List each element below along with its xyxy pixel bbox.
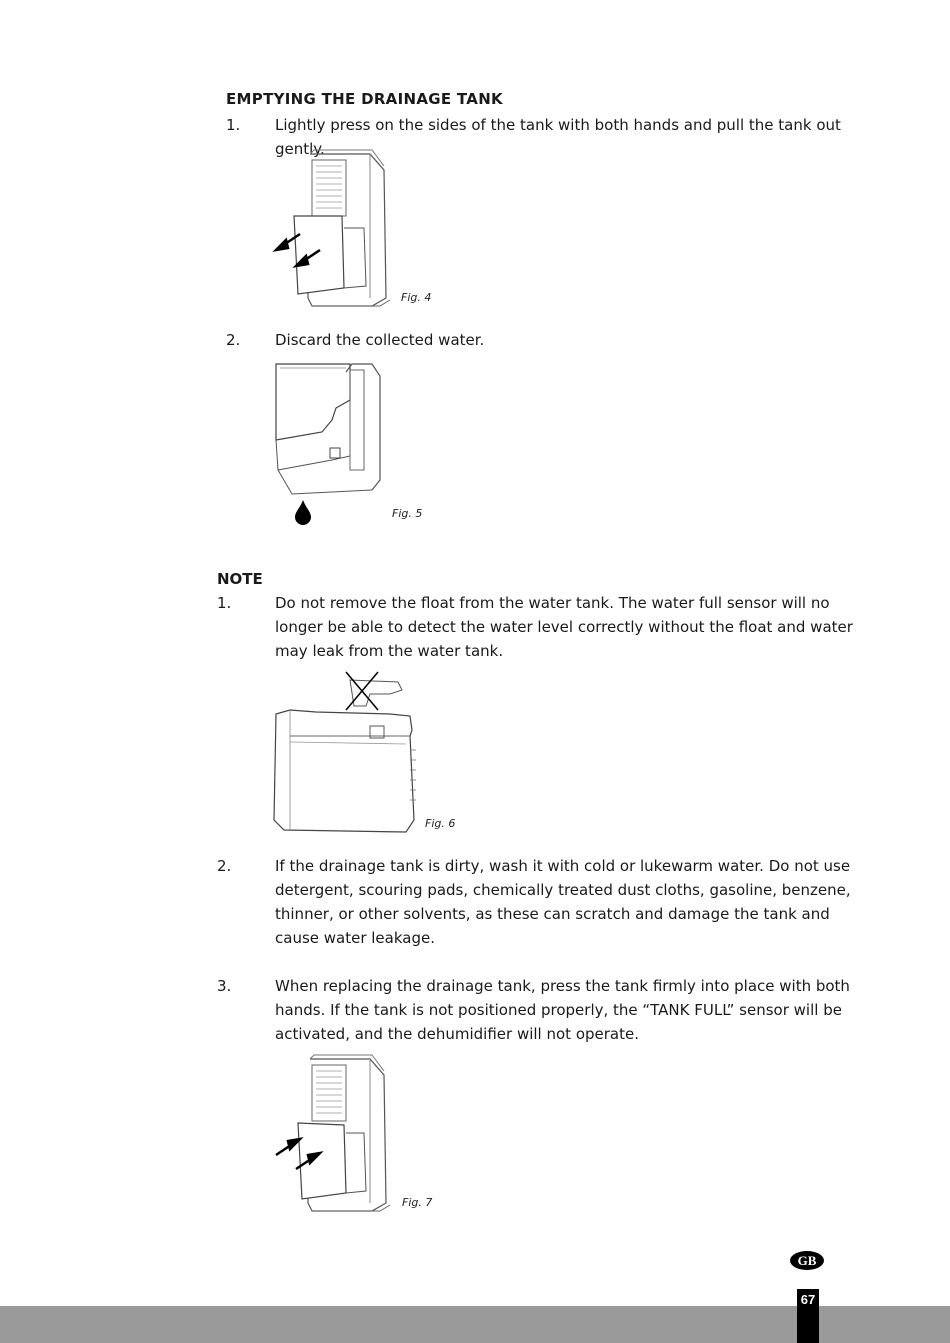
figure-7-illustration [272, 1053, 397, 1218]
note-2-text: If the drainage tank is dirty, wash it with cold or lukewarm water. Do not use detergent, scouring pads, chemically treated dust cloths, gasoline, benzene, thinner, or other solvents, as these can scratch and damage the tank and cause water leakage. [275, 857, 851, 947]
figure-6-caption: Fig. 6 [425, 817, 456, 830]
note-3-number: 3. [217, 977, 232, 995]
figure-7-caption: Fig. 7 [402, 1196, 433, 1209]
page-number: 67 [797, 1289, 819, 1343]
note-3-text: When replacing the drainage tank, press the tank firmly into place with both hands. If the tank is not positioned properly, the “TANK FULL” sensor will be activated, and the dehumidifier will not operate. [275, 977, 850, 1043]
section-title: EMPTYING THE DRAINAGE TANK [226, 90, 503, 108]
figure-6-illustration [270, 670, 420, 836]
step-1-number: 1. [226, 116, 241, 134]
step-2-text: Discard the collected water. [275, 331, 485, 349]
note-2-number: 2. [217, 857, 232, 875]
figure-4-illustration [272, 148, 397, 313]
language-badge: GB [790, 1251, 824, 1270]
figure-4-caption: Fig. 4 [401, 291, 432, 304]
step-2-number: 2. [226, 331, 241, 349]
figure-5-illustration [272, 360, 384, 528]
note-title: NOTE [217, 570, 263, 588]
note-1-number: 1. [217, 594, 232, 612]
note-1-text: Do not remove the float from the water tank. The water full sensor will no longer be able to detect the water level correctly without the float and water may leak from the water tank. [275, 594, 853, 660]
figure-5-caption: Fig. 5 [392, 507, 423, 520]
step-1-text: Lightly press on the sides of the tank with both hands and pull the tank out gently. [275, 116, 841, 158]
